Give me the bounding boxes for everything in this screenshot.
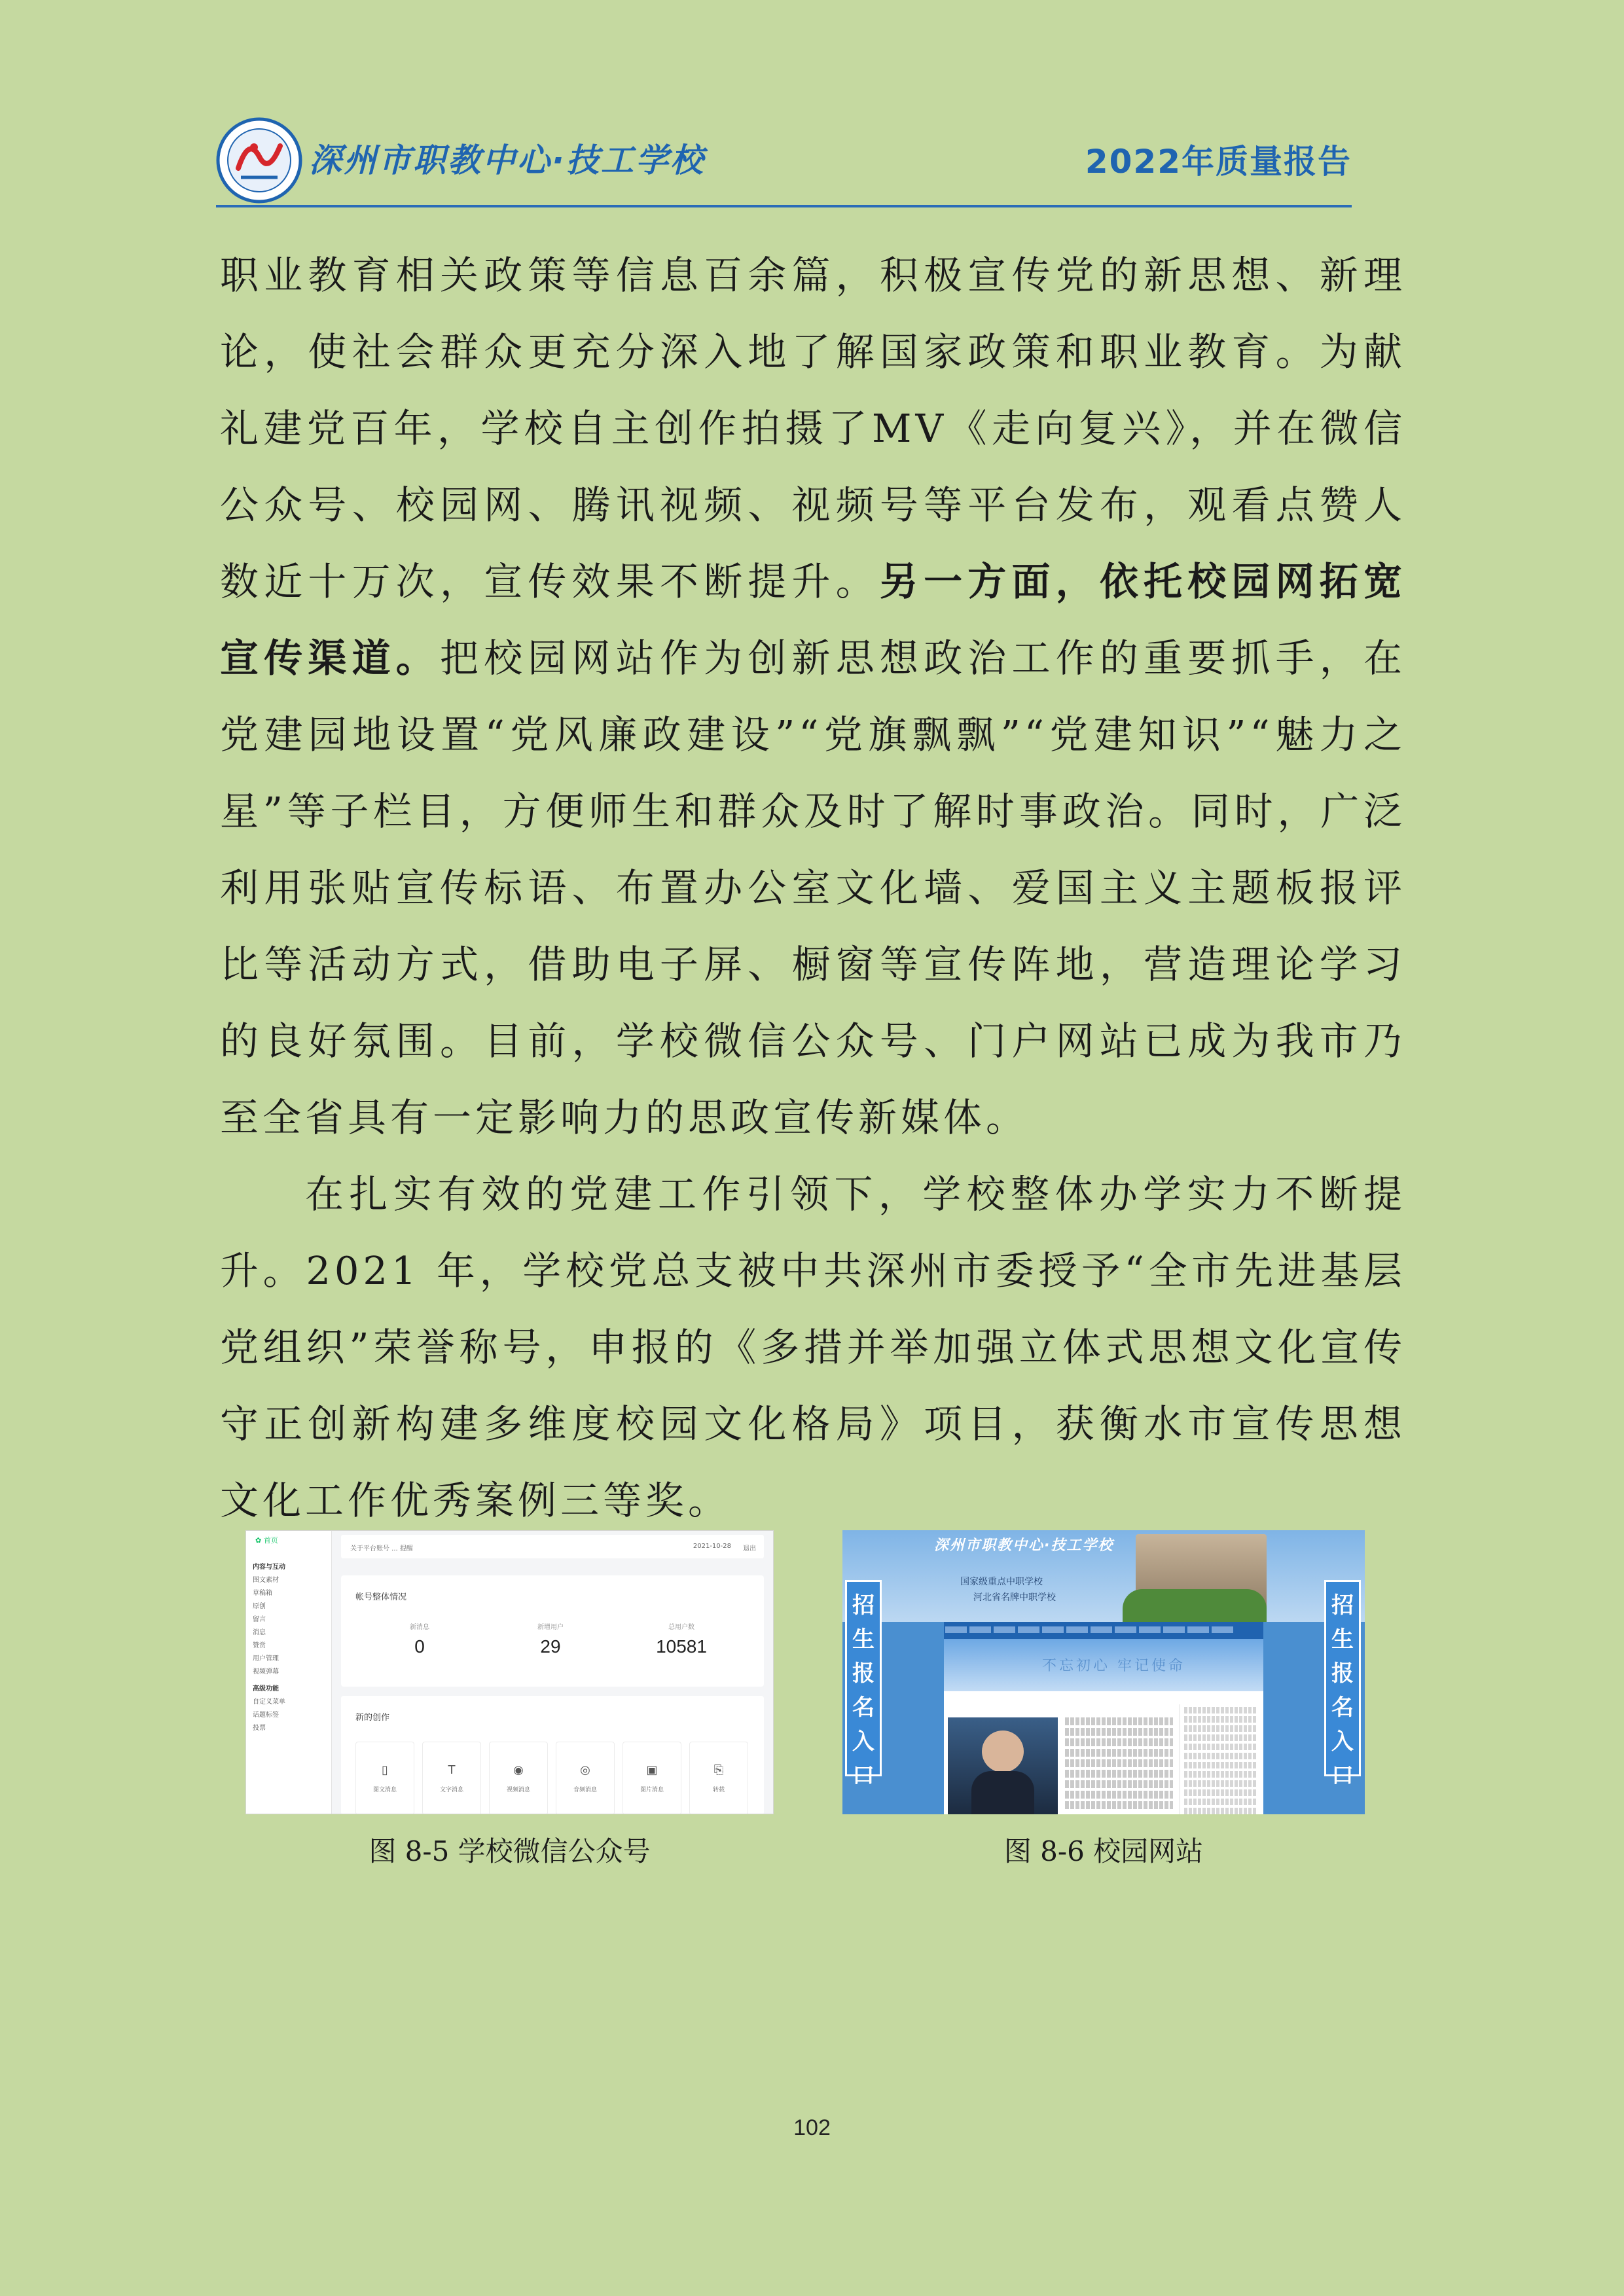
website-hero-text: 不忘初心 牢记使命 <box>1042 1658 1185 1674</box>
report-title: 2022年质量报告 <box>1085 143 1352 181</box>
create-tile <box>556 1742 615 1814</box>
stat-new-messages <box>367 1621 472 1657</box>
news-photo <box>948 1717 1058 1814</box>
create-tile <box>623 1742 681 1814</box>
repost-icon: ⎘ <box>713 1763 724 1777</box>
stat-value: 0 <box>414 1636 425 1657</box>
figure-wechat <box>245 1530 774 1869</box>
wechat-sidebar <box>246 1531 332 1814</box>
wechat-menu-item: 图文素材 <box>253 1577 279 1584</box>
stat-new-users <box>498 1621 603 1657</box>
news-sidebar <box>1180 1704 1260 1814</box>
article-icon: ▯ <box>382 1763 388 1777</box>
website-screenshot <box>842 1530 1365 1814</box>
paragraph-1-lead: 职业教育相关政策等信息百余篇，积极宣传党的新思想、新理论，使社会群众更充分深入地了解国家政策和职业教育。为献礼建党百年，学校自主创作拍摄了MV《走向复兴》，并在微信公众号、校园网、腾讯视频、视频号等平台发布，观看点赞人数近十万次，宣传效果不断提升。 <box>220 253 1406 604</box>
wechat-menu-item: 用户管理 <box>253 1655 279 1662</box>
trees-image <box>1123 1589 1267 1622</box>
create-title: 新的创作 <box>355 1713 390 1723</box>
enroll-entry-right: 招生报名入口 <box>1324 1580 1361 1776</box>
tile-label: 音频消息 <box>573 1787 597 1793</box>
create-tiles <box>355 1742 755 1814</box>
stat-label: 总用户数 <box>668 1624 695 1631</box>
wechat-menu-item: 消息 <box>253 1629 266 1636</box>
wechat-notice: 关于平台账号 ... 提醒 <box>350 1545 413 1552</box>
wechat-menu-item: 自定义菜单 <box>253 1698 285 1706</box>
tile-label: 图文消息 <box>372 1787 397 1793</box>
stat-label: 新消息 <box>410 1624 429 1631</box>
website-nav-bar <box>944 1622 1263 1639</box>
image-icon: ▣ <box>646 1763 658 1777</box>
wechat-menu-item: 赞赏 <box>253 1642 266 1649</box>
wechat-menu-item: 投票 <box>253 1725 266 1732</box>
stat-total-users <box>629 1621 734 1657</box>
tile-label: 文字消息 <box>439 1787 463 1793</box>
tile-label: 图片消息 <box>640 1787 664 1793</box>
website-hero <box>944 1639 1263 1691</box>
wechat-screenshot <box>245 1530 774 1814</box>
page-number: 102 <box>793 2115 831 2140</box>
header-divider <box>216 205 1352 207</box>
body-text <box>220 237 1406 1539</box>
create-tile <box>422 1742 481 1814</box>
wechat-menu-item: 留言 <box>253 1616 266 1623</box>
account-overview-title: 帐号整体情况 <box>355 1592 407 1602</box>
enroll-entry-left: 招生报名入口 <box>845 1580 882 1776</box>
page-header <box>216 115 1352 206</box>
wechat-menu-item: 草稿箱 <box>253 1590 272 1597</box>
figure-caption: 图 8-6 校园网站 <box>1003 1835 1204 1867</box>
wechat-logout: 退出 <box>743 1545 756 1552</box>
news-list <box>1065 1717 1173 1812</box>
website-subtitle-2: 河北省名牌中职学校 <box>973 1592 1056 1603</box>
stat-label: 新增用户 <box>537 1624 564 1631</box>
wechat-menu-item: 高级功能 <box>253 1685 279 1693</box>
wechat-account-card <box>341 1575 764 1687</box>
wechat-create-card <box>341 1696 764 1814</box>
create-tile <box>689 1742 748 1814</box>
stat-value: 10581 <box>656 1636 707 1657</box>
website-subtitle-1: 国家级重点中职学校 <box>960 1577 1043 1587</box>
paragraph-1-bold: 另一方面，依托校园网拓宽宣传渠道。 <box>220 559 1406 681</box>
figure-website <box>842 1530 1365 1869</box>
wechat-home-link: ✿ 首页 <box>255 1536 278 1545</box>
website-content <box>944 1691 1263 1814</box>
wechat-date: 2021-10-28 <box>693 1543 731 1550</box>
figure-caption: 图 8-5 学校微信公众号 <box>369 1835 651 1867</box>
audio-icon: ◎ <box>580 1763 590 1777</box>
website-school-name: 深州市职教中心·技工学校 <box>934 1537 1114 1554</box>
school-name: 深州市职教中心·技工学校 <box>309 141 705 179</box>
stat-value: 29 <box>540 1636 561 1657</box>
paragraph-2: 在扎实有效的党建工作引领下，学校整体办学实力不断提升。2021 年，学校党总支被中共深州市委授予“全市先进基层党组织”荣誉称号，申报的《多措并举加强立体式思想文化宣传 守正创新构建多维度校园文化格局》项目，获衡水市宣传思想文化工作优秀案例三等奖。 <box>220 1172 1406 1523</box>
person-head <box>982 1731 1024 1772</box>
school-logo-icon <box>216 117 302 204</box>
person-body <box>971 1771 1034 1814</box>
wechat-menu-item: 视频弹幕 <box>253 1668 279 1676</box>
paragraph-1 <box>220 237 1406 1156</box>
create-tile <box>489 1742 548 1814</box>
wechat-menu-item: 话题标签 <box>253 1712 279 1719</box>
text-icon: T <box>448 1763 456 1777</box>
video-icon: ◉ <box>513 1763 524 1777</box>
website-banner <box>842 1530 1365 1622</box>
wechat-top-bar <box>341 1535 764 1558</box>
wechat-menu-item: 原创 <box>253 1603 266 1610</box>
wechat-menu-item: 内容与互动 <box>253 1564 285 1571</box>
create-tile <box>355 1742 414 1814</box>
tile-label: 视频消息 <box>506 1787 530 1793</box>
tile-label: 转载 <box>712 1787 725 1793</box>
wechat-menu <box>253 1557 285 1735</box>
paragraph-1-rest: 把校园网站作为创新思想政治工作的重要抓手，在党建园地设置“党风廉政建设”“党旗飘飘”“党建知识”“魅力之星”等子栏目，方便师生和群众及时了解时事政治。同时，广泛利用张贴宣传标语、布置办公室文化墙、爱国主义主题板报评比等活动方式，借助电子屏、橱窗等宣传阵地，营造理论学习的良好氛围。目前，学校微信公众号、门户网站已成为我市乃至全省具有一定影响力的思政宣传新媒体。 <box>220 636 1406 1140</box>
